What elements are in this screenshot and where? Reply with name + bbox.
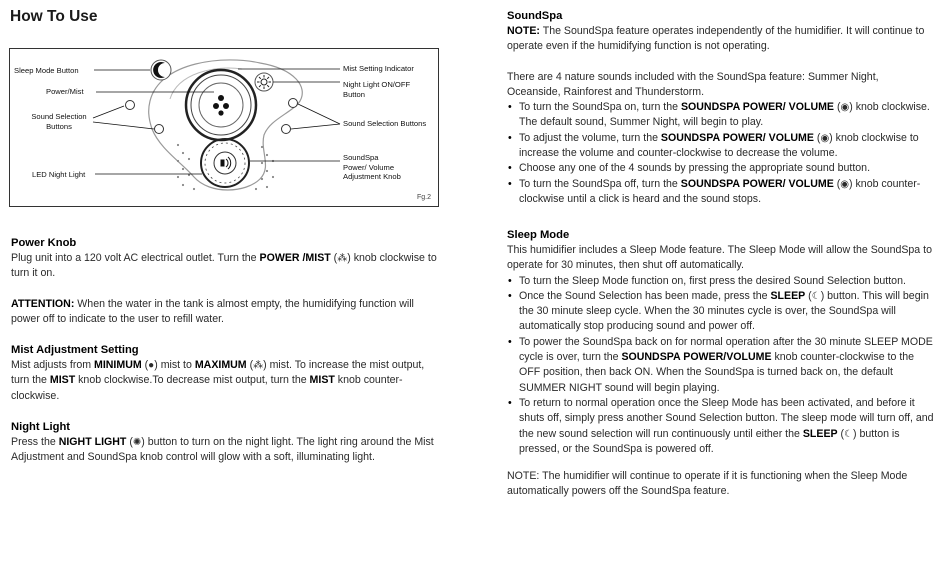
moon-icon: ☾: [811, 290, 821, 302]
volume-icon: ◉: [820, 132, 830, 144]
sleep-note: NOTE: The humidifier will continue to operate if it is functioning when the Sleep Mode automatically powers off the SoundSpa feature.: [507, 470, 908, 498]
label-soundspa-knob: SoundSpa Power/ Volume Adjustment Knob: [343, 153, 401, 181]
sound-button-left-top: [126, 101, 135, 110]
control-panel-figure: [9, 48, 439, 207]
figure-number: Fg.2: [417, 194, 432, 201]
soundspa-list: [507, 100, 935, 207]
page-title: How To Use: [10, 8, 98, 25]
label-led-night-light: LED Night Light: [32, 170, 86, 179]
label-night-light-button: Night Light ON/OFF Button: [343, 80, 411, 99]
list-item: • Once the Sound Selection has been made, press the SLEEP (☾) button. This will begin the 30 minute sleep cycle. When the 30 minutes cycle is over, the SoundSpa will automatically stop producing sound and power off.: [507, 289, 935, 335]
sound-button-left-bottom: [155, 125, 164, 134]
sound-button-right-top: [289, 99, 298, 108]
heading-night-light: Night Light: [11, 421, 71, 433]
label-sound-selection-left: Sound Selection Buttons: [31, 112, 87, 131]
label-sleep-mode-button: Sleep Mode Button: [14, 66, 79, 75]
soundspa-note: NOTE: The SoundSpa feature operates independently of the humidifier. It will continue to operate even if the humidifying function is not operating.: [507, 25, 925, 53]
sleep-list: [507, 274, 935, 458]
section-mist-adjustment: [11, 343, 439, 404]
mist-max-icon: ⁂: [253, 360, 264, 371]
section-attention: [11, 297, 439, 328]
list-item: • To turn the Sleep Mode function on, first press the desired Sound Selection button.: [507, 274, 935, 289]
section-soundspa: [507, 9, 935, 207]
heading-power-knob: Power Knob: [11, 237, 77, 249]
list-item: • To adjust the volume, turn the SOUNDSPA POWER/ VOLUME (◉) knob clockwise to increase the volume and counter-clockwise to decrease the volume.: [507, 131, 935, 162]
volume-icon: ◉: [840, 178, 850, 190]
heading-soundspa: SoundSpa: [507, 10, 563, 22]
sleep-intro: This humidifier includes a Sleep Mode feature. The Sleep Mode will allow the SoundSpa to operate for 30 minutes, then shut off automatically.: [507, 244, 932, 272]
mist-max-icon: ⁂: [337, 253, 348, 264]
power-knob-text: Plug unit into a 120 volt AC electrical outlet. Turn the POWER /MIST (⁂) knob clockwise to turn it on.: [11, 252, 437, 280]
list-item: • To return to normal operation once the Sleep Mode has been activated, and before it shuts off, simply press another Sound Selection button. The sleep mode will turn off, and the new sound selection will run continuously until either the SLEEP (☾) button is pressed, or the SoundSpa is powered off.: [507, 396, 935, 457]
moon-icon: ☾: [844, 428, 854, 440]
label-mist-setting-indicator: Mist Setting Indicator: [343, 64, 414, 73]
heading-sleep-mode: Sleep Mode: [507, 229, 570, 241]
list-item: • To power the SoundSpa back on for normal operation after the 30 minute SLEEP MODE cycle is over, turn the SOUNDSPA POWER/VOLUME knob counter-clockwise to the OFF position, then back ON. When the SoundSpa is turned back on, the default SUMMER NIGHT sound will begin playing.: [507, 335, 935, 396]
night-light-text: Press the NIGHT LIGHT (✺) button to turn on the night light. The light ring around the Mist Adjustment and SoundSpa knob control will glow with a soft, illuminating light.: [11, 436, 434, 464]
attention-text: ATTENTION: When the water in the tank is almost empty, the humidifying function will power off to indicate to the user to refill water.: [11, 298, 414, 326]
list-item: • To turn the SoundSpa off, turn the SOUNDSPA POWER/ VOLUME (◉) knob counter-clockwise until a click is heard and the sound stops.: [507, 177, 935, 208]
mist-min-icon: ●: [148, 360, 155, 371]
sound-button-right-bottom: [282, 125, 291, 134]
volume-icon: ◉: [840, 102, 850, 114]
section-night-light: [11, 420, 439, 466]
label-power-mist: Power/Mist: [46, 87, 84, 96]
mist-text: Mist adjusts from MINIMUM (●) mist to MAXIMUM (⁂) mist. To increase the mist output, turn the MIST knob clockwise.To decrease mist output, turn the MIST knob counter-clockwise.: [11, 359, 425, 402]
list-item: • To turn the SoundSpa on, turn the SOUNDSPA POWER/ VOLUME (◉) knob clockwise. The default sound, Summer Night, will begin to play.: [507, 100, 935, 131]
heading-mist-adjustment: Mist Adjustment Setting: [11, 344, 139, 356]
list-item: • Choose any one of the 4 sounds by pressing the appropriate sound button.: [507, 161, 935, 176]
night-light-icon: ✺: [132, 437, 142, 448]
soundspa-intro: There are 4 nature sounds included with the SoundSpa feature: Summer Night, Oceanside, Rainforest and Thunderstorm.: [507, 70, 879, 98]
section-power-knob: [11, 236, 439, 282]
label-sound-selection-right: Sound Selection Buttons: [343, 119, 427, 128]
section-sleep-mode: [507, 228, 935, 500]
